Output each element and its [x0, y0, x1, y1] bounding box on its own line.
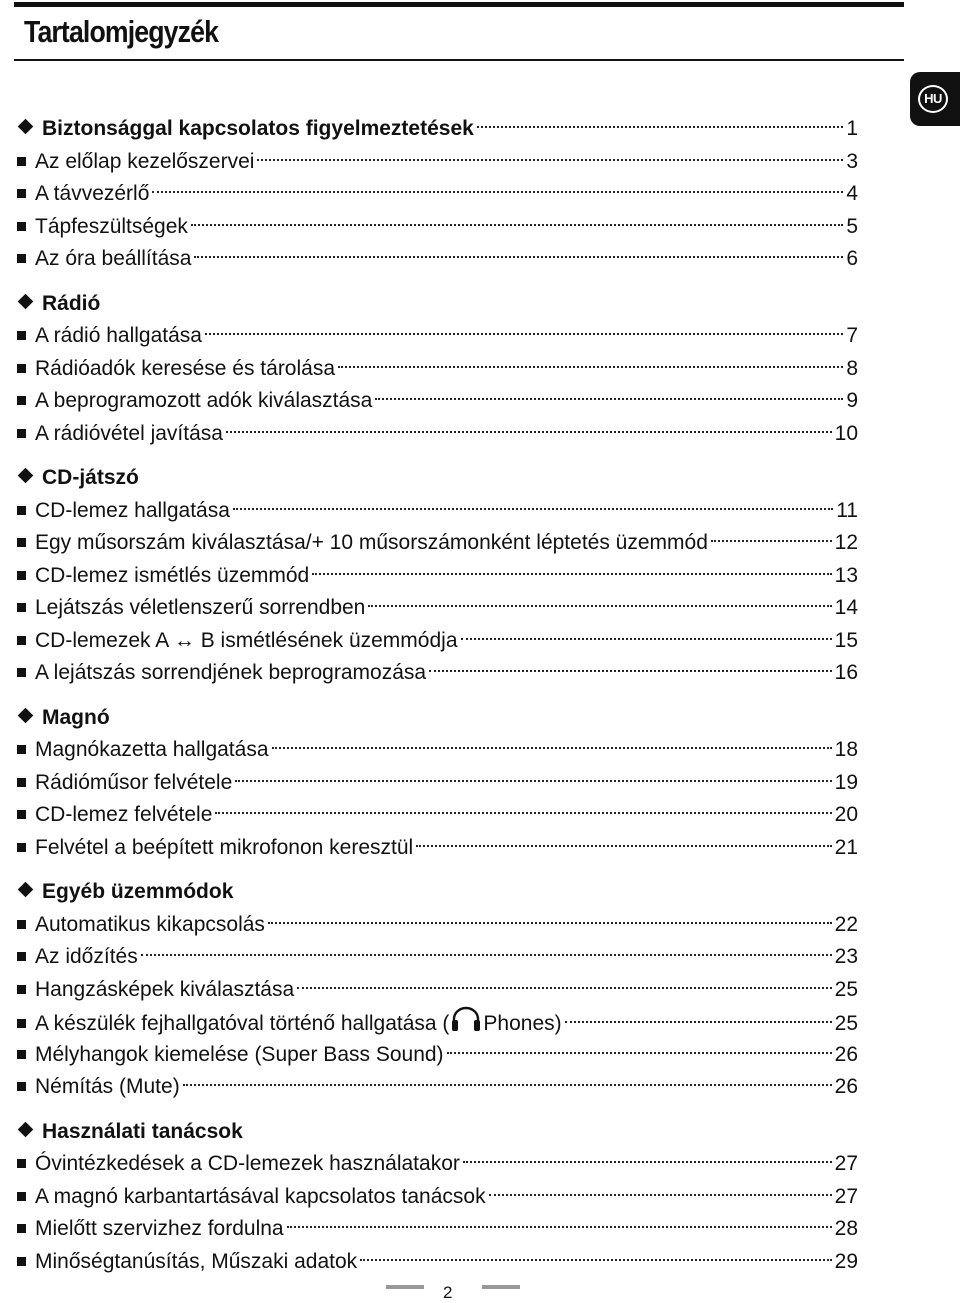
page-ref: 23: [834, 945, 858, 968]
toc-entry: [16, 178, 858, 211]
toc-entry-label: Automatikus kikapcsolás: [35, 912, 265, 936]
square-bullet-icon: [17, 1082, 26, 1091]
toc-entry-label: Az időzítés: [35, 945, 138, 968]
section-heading: [16, 702, 858, 735]
square-bullet-icon: [17, 603, 26, 612]
dot-leader: [477, 126, 844, 128]
toc-entry-label: Minőségtanúsítás, Műszaki adatok: [35, 1249, 358, 1273]
page-number: 2: [443, 1283, 453, 1302]
diamond-bullet-icon: [18, 119, 34, 135]
dot-leader: [461, 638, 832, 640]
toc-entry-label: Tápfeszültségek: [35, 214, 188, 238]
toc-entry-label-part: A készülék fejhallgatóval történő hallgatása (: [35, 1011, 450, 1035]
toc-entry: [16, 560, 858, 593]
dot-leader: [268, 922, 832, 924]
dot-leader: [152, 191, 843, 193]
dot-leader: [489, 1194, 832, 1196]
section-heading-label: CD-játszó: [42, 466, 139, 489]
square-bullet-icon: [17, 778, 26, 787]
section-heading: [16, 113, 858, 146]
page-ref: 22: [834, 912, 858, 936]
toc-entry: [16, 495, 858, 528]
page-ref: 27: [834, 1184, 858, 1208]
toc-entry: [16, 832, 858, 865]
square-bullet-icon: [17, 810, 26, 819]
dot-leader: [463, 1161, 832, 1163]
toc-entry-label: Felvétel a beépített mikrofonon keresztül: [35, 835, 414, 859]
toc-entry-label: [35, 1006, 562, 1043]
toc-entry-label: Az óra beállítása: [35, 247, 192, 270]
square-bullet-icon: [17, 952, 26, 961]
page-ref: 6: [846, 247, 858, 270]
title-rule: [14, 59, 904, 61]
toc-entry: [16, 418, 858, 451]
toc-entry-label: CD-lemez ismétlés üzemmód: [35, 563, 310, 587]
footer-bar-left: [386, 1285, 424, 1289]
toc-entry: [16, 320, 858, 353]
page-ref: 15: [834, 628, 858, 652]
page-ref: 16: [834, 661, 858, 684]
dot-leader: [226, 431, 832, 433]
toc-entry-label: Lejátszás véletlenszerű sorrendben: [35, 596, 366, 619]
page-ref: 5: [846, 214, 858, 238]
diamond-bullet-icon: [18, 468, 34, 484]
page-ref: 25: [834, 1011, 858, 1035]
footer-bar-right: [482, 1285, 520, 1289]
toc-section: [16, 288, 858, 451]
toc-entry-label: A távvezérlő: [35, 182, 150, 205]
dot-leader: [287, 1226, 832, 1228]
page-ref: 18: [834, 738, 858, 761]
dot-leader: [711, 540, 832, 542]
page-ref: 7: [846, 324, 858, 347]
toc-entry: [16, 1181, 858, 1214]
dot-leader: [416, 845, 831, 847]
toc-entry: [16, 243, 858, 276]
page-ref: 4: [846, 182, 858, 205]
top-rule: [14, 2, 904, 7]
dot-leader: [233, 508, 833, 510]
page-ref: 3: [846, 149, 858, 173]
diamond-bullet-icon: [18, 707, 34, 723]
toc-entry: [16, 211, 858, 244]
section-heading-label: Rádió: [42, 291, 101, 315]
square-bullet-icon: [17, 1192, 26, 1201]
dot-leader: [183, 1084, 832, 1086]
square-bullet-icon: [17, 1159, 26, 1168]
page-ref: 8: [846, 356, 858, 380]
page-ref: 1: [846, 117, 858, 140]
dot-leader: [297, 987, 832, 989]
toc-entry: [16, 1213, 858, 1246]
dot-leader: [312, 573, 831, 575]
page-ref: 19: [834, 770, 858, 794]
dot-leader: [194, 256, 843, 258]
page-ref: 12: [834, 531, 858, 554]
toc-entry-label: Hangzásképek kiválasztása: [35, 977, 295, 1001]
diamond-bullet-icon: [18, 882, 34, 898]
toc-entry-label: Az előlap kezelőszervei: [35, 149, 255, 173]
toc-section: [16, 1116, 858, 1279]
page-ref: 10: [834, 421, 858, 445]
dot-leader: [205, 333, 843, 335]
toc-entry: [16, 1006, 858, 1039]
square-bullet-icon: [17, 396, 26, 405]
toc-section: [16, 113, 858, 276]
toc-entry: [16, 1246, 858, 1279]
page-ref: 20: [834, 803, 858, 826]
toc-entry: [16, 625, 858, 658]
square-bullet-icon: [17, 1019, 26, 1028]
language-badge: HU: [918, 85, 948, 113]
square-bullet-icon: [17, 506, 26, 515]
dot-leader: [338, 366, 843, 368]
toc-entry-label: CD-lemez hallgatása: [35, 498, 230, 522]
toc-entry-label: Egy műsorszám kiválasztása/+ 10 műsorszámonként léptetés üzemmód: [35, 531, 708, 554]
toc-entry: [16, 767, 858, 800]
toc-entry: [16, 527, 858, 560]
toc-entry: [16, 657, 858, 690]
toc-entry-label: CD-lemezek A ↔ B ismétlésének üzemmódja: [35, 628, 458, 652]
toc-entry-label: Rádióadók keresése és tárolása: [35, 356, 336, 380]
toc-entry: [16, 353, 858, 386]
page-ref: 11: [836, 498, 858, 522]
page-title: Tartalomjegyzék: [24, 14, 219, 49]
square-bullet-icon: [17, 1050, 26, 1059]
dot-leader: [375, 398, 843, 400]
page-ref: 26: [834, 1075, 858, 1098]
square-bullet-icon: [17, 189, 26, 198]
toc-entry: [16, 1071, 858, 1104]
square-bullet-icon: [17, 636, 26, 645]
dot-leader: [191, 224, 843, 226]
toc-section: [16, 702, 858, 865]
toc-entry-label: Óvintézkedések a CD-lemezek használatakor: [35, 1152, 460, 1175]
headphones-icon: [449, 1006, 483, 1043]
toc-entry-label: Némítás (Mute): [35, 1075, 180, 1098]
square-bullet-icon: [17, 745, 26, 754]
toc-entry-label-part: Phones): [483, 1011, 562, 1035]
page-ref: 21: [834, 835, 858, 859]
toc-section: [16, 876, 858, 1104]
square-bullet-icon: [17, 668, 26, 677]
toc-entry: [16, 734, 858, 767]
toc-entry-label: A beprogramozott adók kiválasztása: [35, 389, 373, 412]
dot-leader: [447, 1052, 832, 1054]
toc-entry-label: Rádióműsor felvétele: [35, 770, 233, 794]
dot-leader: [368, 605, 831, 607]
dot-leader: [215, 812, 831, 814]
toc-entry-label: A rádióvétel javítása: [35, 421, 223, 445]
square-bullet-icon: [17, 331, 26, 340]
page-ref: 13: [834, 563, 858, 587]
square-bullet-icon: [17, 254, 26, 263]
diamond-bullet-icon: [18, 1121, 34, 1137]
section-heading: [16, 876, 858, 909]
toc-entry: [16, 146, 858, 179]
dot-leader: [235, 780, 831, 782]
square-bullet-icon: [17, 222, 26, 231]
page-ref: 26: [834, 1042, 858, 1066]
dot-leader: [565, 1021, 832, 1023]
toc-entry: [16, 799, 858, 832]
page-ref: 28: [834, 1217, 858, 1240]
square-bullet-icon: [17, 571, 26, 580]
toc-entry-label: Mielőtt szervizhez fordulna: [35, 1217, 284, 1240]
page-ref: 29: [834, 1249, 858, 1273]
square-bullet-icon: [17, 538, 26, 547]
toc-entry: [16, 941, 858, 974]
dot-leader: [360, 1259, 831, 1261]
page-ref: 14: [834, 596, 858, 619]
square-bullet-icon: [17, 920, 26, 929]
dot-leader: [141, 954, 832, 956]
toc-entry-label: A rádió hallgatása: [35, 324, 202, 347]
toc-entry: [16, 974, 858, 1007]
square-bullet-icon: [17, 157, 26, 166]
section-heading: [16, 1116, 858, 1149]
section-heading-label: Magnó: [42, 705, 110, 729]
toc-section: [16, 462, 858, 690]
square-bullet-icon: [17, 1224, 26, 1233]
diamond-bullet-icon: [18, 293, 34, 309]
toc-entry-label: A magnó karbantartásával kapcsolatos tanácsok: [35, 1184, 486, 1208]
section-heading: [16, 288, 858, 321]
table-of-contents: [16, 113, 858, 1290]
toc-entry-label: CD-lemez felvétele: [35, 803, 213, 826]
page-ref: 27: [834, 1152, 858, 1175]
square-bullet-icon: [17, 1257, 26, 1266]
toc-entry-label: Magnókazetta hallgatása: [35, 738, 269, 761]
section-heading-label: Biztonsággal kapcsolatos figyelmeztetések: [42, 117, 474, 140]
square-bullet-icon: [17, 364, 26, 373]
square-bullet-icon: [17, 843, 26, 852]
page-ref: 25: [834, 977, 858, 1001]
toc-entry: [16, 909, 858, 942]
section-heading-label: Egyéb üzemmódok: [42, 880, 234, 903]
toc-entry: [16, 592, 858, 625]
square-bullet-icon: [17, 429, 26, 438]
section-heading-label: Használati tanácsok: [42, 1119, 243, 1143]
page-ref: 9: [846, 389, 858, 412]
toc-entry: [16, 1148, 858, 1181]
dot-leader: [429, 670, 832, 672]
square-bullet-icon: [17, 985, 26, 994]
toc-entry-label: A lejátszás sorrendjének beprogramozása: [35, 661, 427, 684]
toc-entry: [16, 1039, 858, 1072]
toc-entry-label: Mélyhangok kiemelése (Super Bass Sound): [35, 1042, 444, 1066]
dot-leader: [272, 747, 832, 749]
toc-entry: [16, 385, 858, 418]
section-heading: [16, 462, 858, 495]
dot-leader: [257, 159, 843, 161]
